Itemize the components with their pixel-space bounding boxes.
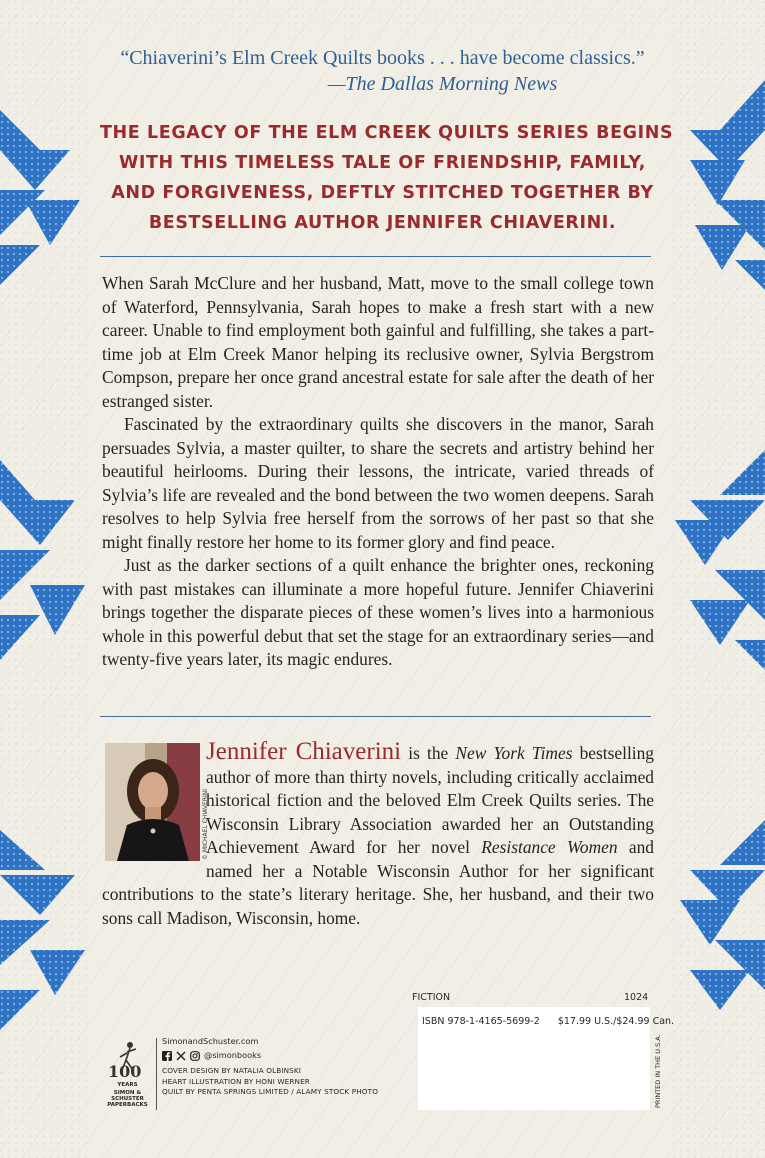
novel-title: Resistance Women	[481, 837, 618, 857]
description-paragraph: Fascinated by the extraordinary quilts she discovers in the manor, Sarah persuades Sylvia, a master quilter, to share the secrets and artistry behind her beautiful heirlooms. During their lessons, the intricate, varied threads of Sylvia’s life are revealed and the bond between the two women deepens. Sarah resolves to help Sylvia free herself from the sorrows of her past so that she might finally restore her home to its former glory and find peace.	[102, 414, 654, 552]
bio-text: Jennifer Chiaverini is the New York Times bestselling author of more than thirty novels, including critically acclaimed historical fiction and the beloved Elm Creek Quilts series. The Wisconsin Library Association awarded her an Outstanding Achievement Award for her novel Resistance Women and named her a Notable Wisconsin Author for her significant contributions to the state’s literary heritage. She, her husband, and their two sons call Madison, Wisconsin, home.	[102, 738, 655, 928]
nyt-title: New York Times	[455, 743, 573, 763]
tagline-line: BESTSELLING AUTHOR JENNIFER CHIAVERINI.	[148, 213, 617, 233]
publisher-divider	[156, 1038, 157, 1110]
logo-number: 100	[108, 1062, 142, 1078]
photo-spacer	[102, 740, 206, 862]
category-label: FICTION	[412, 992, 451, 1003]
printed-in: PRINTED IN THE U.S.A.	[654, 1034, 662, 1108]
website: SimonandSchuster.com	[162, 1036, 259, 1046]
author-bio	[102, 740, 654, 930]
tagline-line: AND FORGIVENESS, DEFTLY STITCHED TOGETHER BY	[111, 183, 654, 203]
quote-attribution: —The Dallas Morning News	[327, 73, 558, 95]
isbn-price	[422, 1016, 674, 1027]
description-paragraph: Just as the darker sections of a quilt enhance the brighter ones, reckoning with past mistakes can illuminate a more hopeful future. Jennifer Chiaverini brings together the disparate pieces of these women’s lives into a harmonious whole in this powerful debut that set the stage for an extraordinary series—and twenty-five years later, its magic endures.	[102, 555, 654, 669]
publisher-info	[162, 1036, 378, 1098]
description	[102, 272, 654, 672]
isbn: ISBN 978-1-4165-5699-2	[422, 1016, 540, 1027]
review-quote	[0, 46, 765, 97]
credit-line: QUILT BY PENTA SPRINGS LIMITED / ALAMY STOCK PHOTO	[162, 1087, 379, 1097]
logo-simon: SIMON &	[113, 1090, 142, 1096]
tagline	[100, 118, 674, 238]
logo-years: YEARS	[117, 1082, 138, 1088]
tagline-line: WITH THIS TIMELESS TALE OF FRIENDSHIP, FAMILY,	[118, 153, 646, 173]
social-row	[162, 1050, 378, 1061]
photo-credit: © MICHAEL CHIAVERINI	[202, 789, 209, 860]
top-divider	[100, 256, 651, 257]
logo-schuster: SCHUSTER	[111, 1096, 144, 1102]
description-paragraph: When Sarah McClure and her husband, Matt, move to the small college town of Waterford, Pennsylvania, Sarah hopes to make a fresh start with a new career. Unable to find employment both gainful and fulfilling, she takes a part-time job at Elm Creek Manor helping its reclusive owner, Sylvia Bergstrom Compson, prepare her once grand ancestral estate for sale after the death of her estranged sister.	[102, 273, 654, 411]
price: $17.99 U.S./$24.99 Can.	[557, 1016, 675, 1027]
facebook-icon	[162, 1051, 172, 1061]
logo-paperbacks: PAPERBACKS	[107, 1102, 148, 1108]
x-icon	[176, 1051, 186, 1061]
publisher-logo	[100, 1040, 155, 1112]
sower-icon	[100, 1040, 155, 1078]
catalog-code: 1024	[624, 992, 649, 1003]
quote-text: “Chiaverini’s Elm Creek Quilts books . . . have become classics.”	[120, 47, 645, 69]
social-handle: @simonbooks	[204, 1050, 262, 1060]
instagram-icon	[190, 1051, 200, 1061]
author-name: Jennifer Chiaverini	[206, 738, 402, 765]
middle-divider	[100, 716, 651, 717]
credit-line: COVER DESIGN BY NATALIA OLBINSKI	[162, 1066, 302, 1075]
credit-line: HEART ILLUSTRATION BY HONI WERNER	[162, 1076, 310, 1086]
tagline-line: THE LEGACY OF THE ELM CREEK QUILTS SERIES BEGINS	[100, 123, 674, 143]
